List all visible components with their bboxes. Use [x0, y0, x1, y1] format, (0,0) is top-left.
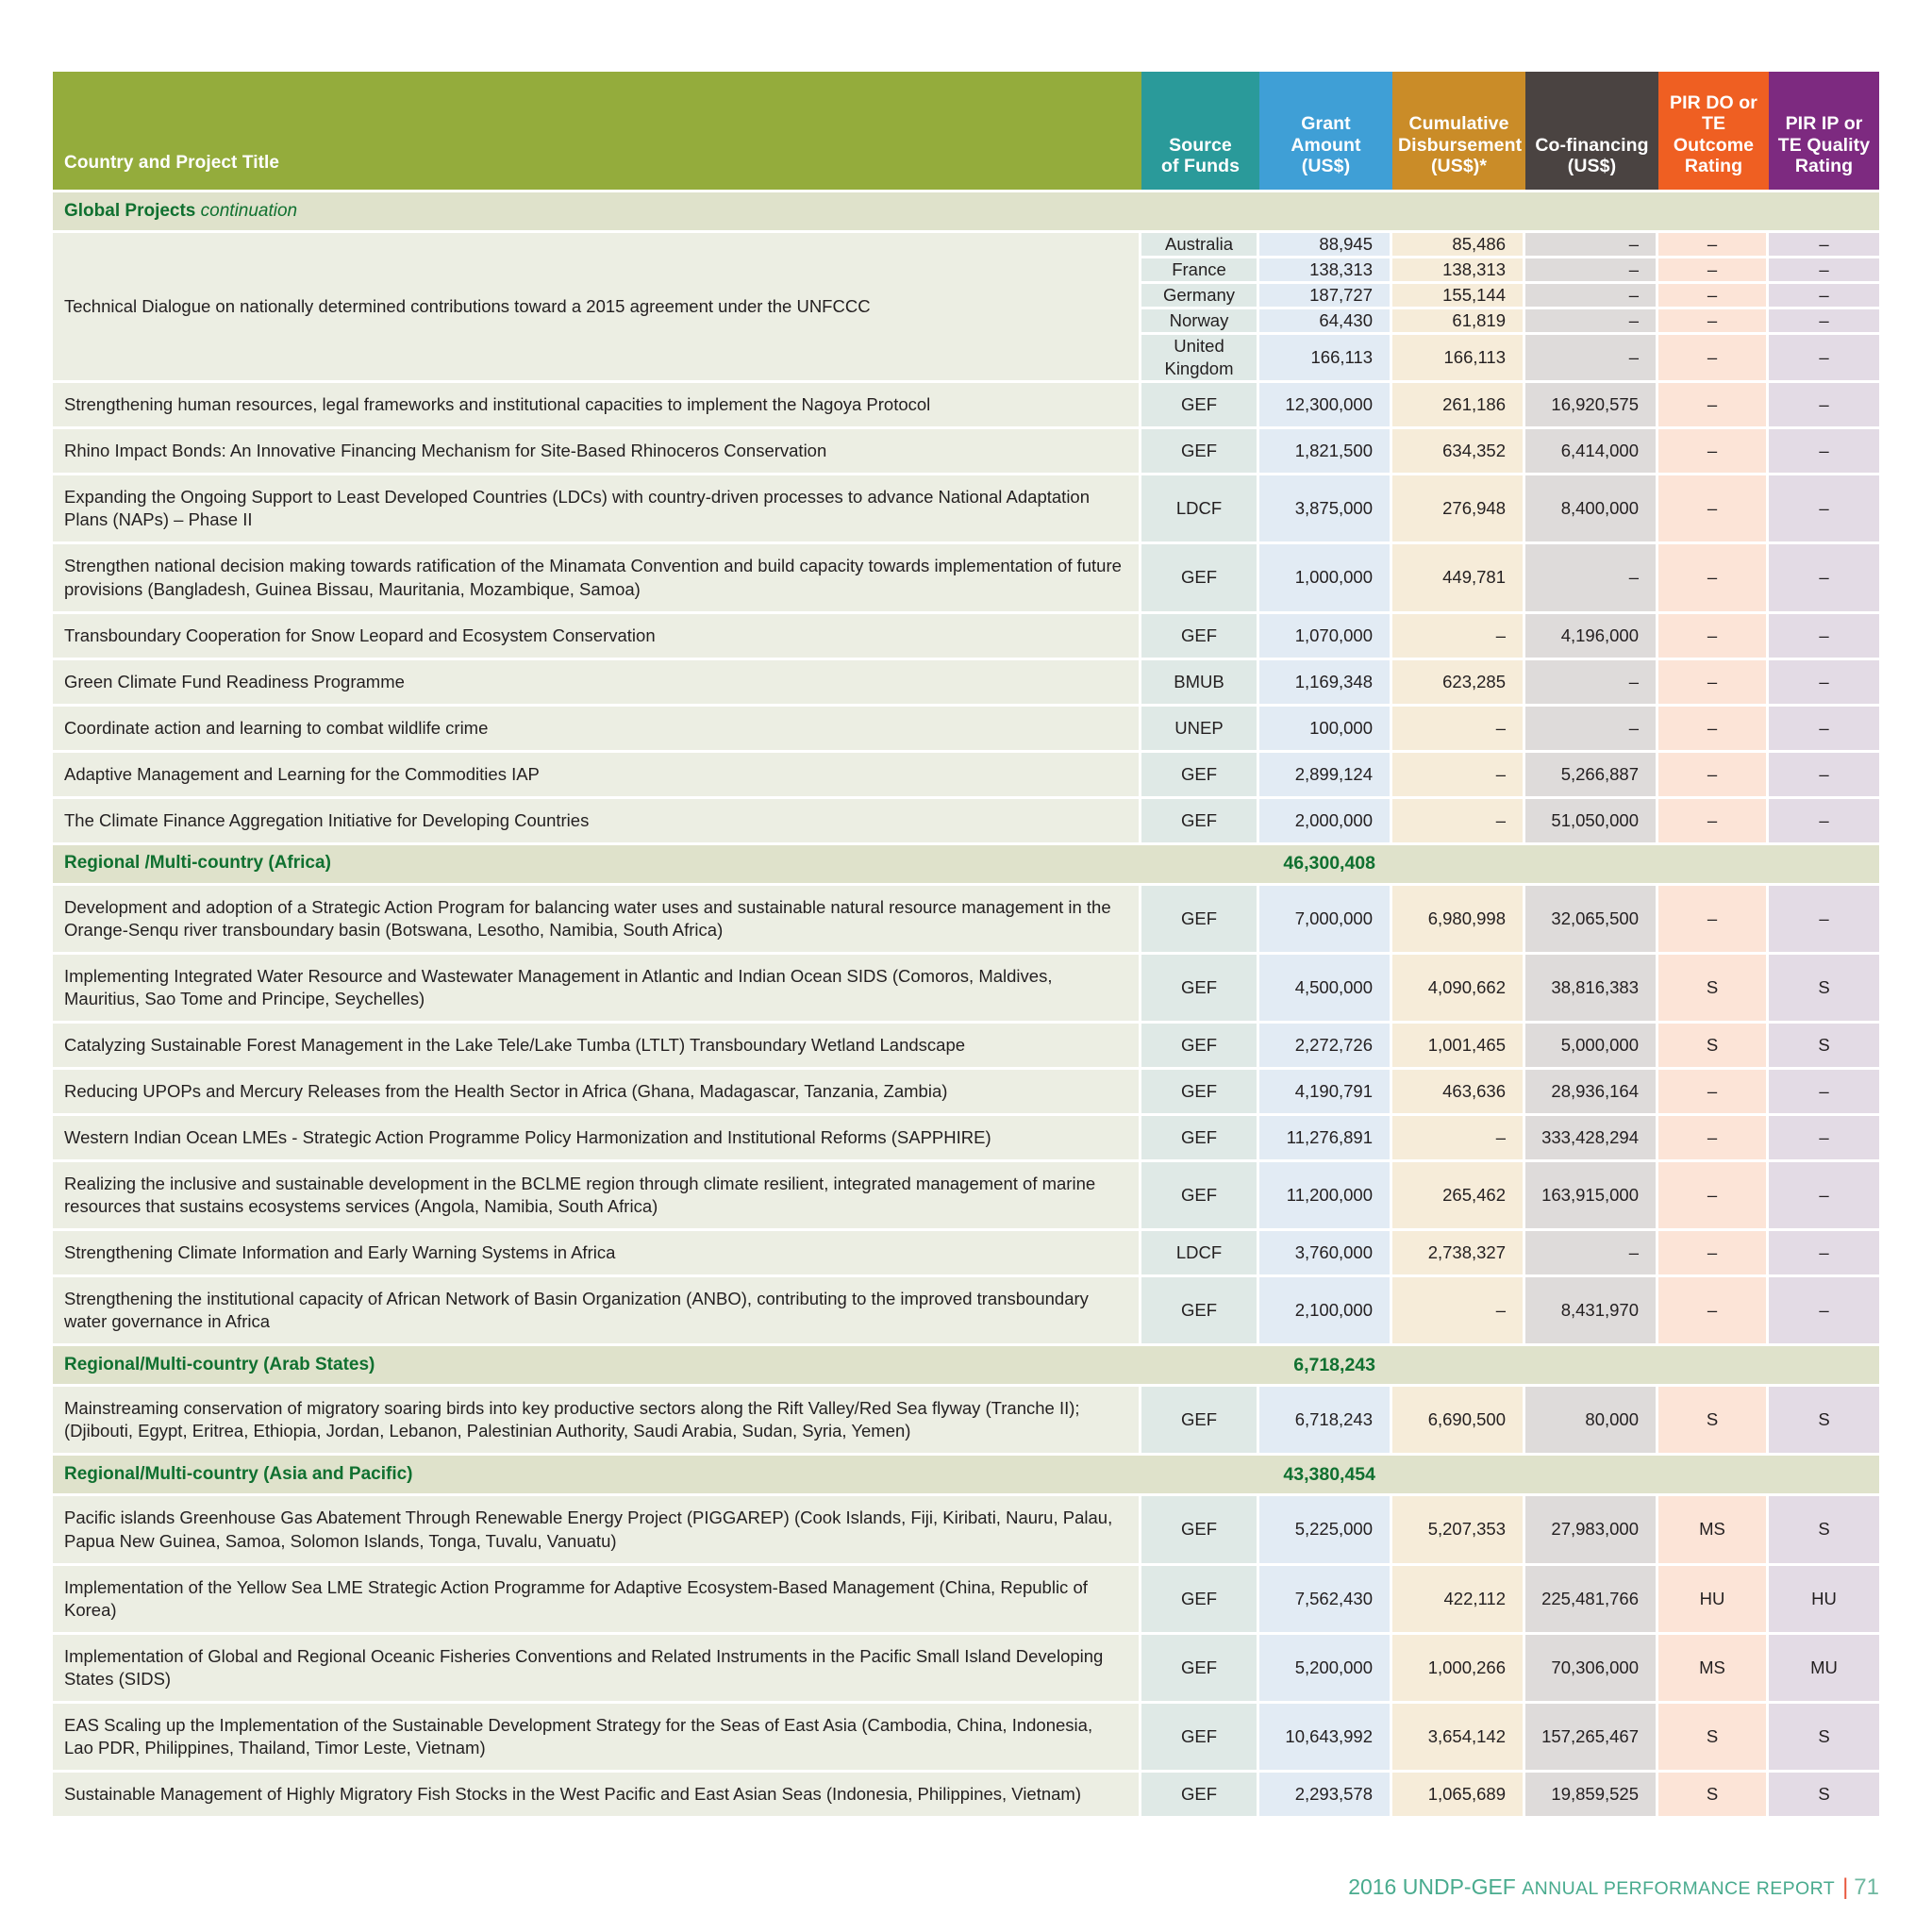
projects-table: [53, 72, 1879, 1819]
cell-pir-ip: –: [1769, 707, 1879, 753]
project-title: Mainstreaming conservation of migratory soaring birds into key productive sectors along the Rift Valley/Red Sea flyway (Tranche II); (Djibouti, Egypt, Eritrea, Ethiopia, Jordan, Lebanon, Palestinian Authority, Saudi Arabia, Sudan, Syria, Yemen): [53, 1387, 1141, 1456]
section-empty-cell: [1658, 1346, 1769, 1387]
cell-disbursement: 1,000,266: [1392, 1635, 1525, 1704]
cell-grant: 4,500,000: [1259, 955, 1392, 1024]
cell-source: GEF: [1141, 1773, 1259, 1819]
section-empty-cell: [1769, 1346, 1879, 1387]
cell-source: GEF: [1141, 429, 1259, 475]
project-title: EAS Scaling up the Implementation of the Sustainable Development Strategy for the Seas of East Asia (Cambodia, China, Indonesia, Lao PDR, Philippines, Thailand, Timor Leste, Vietnam): [53, 1704, 1141, 1773]
cell-source: GEF: [1141, 1162, 1259, 1231]
cell-grant: 64,430: [1259, 309, 1392, 335]
section-label: Regional/Multi-country (Arab States): [53, 1346, 1141, 1387]
table-row: [53, 1116, 1879, 1162]
column-header-title-label: Country and Project Title: [64, 153, 280, 174]
section-empty-cell: [1525, 845, 1658, 886]
cell-cofinancing: 333,428,294: [1525, 1116, 1658, 1162]
footer-page-number: 71: [1854, 1874, 1879, 1900]
cell-source: GEF: [1141, 799, 1259, 845]
cell-source: GEF: [1141, 886, 1259, 955]
cell-cofinancing: 16,920,575: [1525, 383, 1658, 429]
project-title: Green Climate Fund Readiness Programme: [53, 660, 1141, 707]
cell-disbursement: 623,285: [1392, 660, 1525, 707]
column-header-source-line1: Source: [1169, 134, 1232, 156]
column-header-cofinancing-line2: (US$): [1567, 155, 1617, 176]
cell-pir-ip: S: [1769, 1496, 1879, 1565]
cell-pir-do: S: [1658, 1773, 1769, 1819]
column-header-pir-do-line3: Rating: [1684, 155, 1743, 176]
project-title: Coordinate action and learning to combat wildlife crime: [53, 707, 1141, 753]
column-header-disbursement: [1392, 72, 1525, 190]
cell-source: GEF: [1141, 1070, 1259, 1116]
cell-source: GEF: [1141, 383, 1259, 429]
project-title: Development and adoption of a Strategic Action Program for balancing water uses and sustainable natural resource management in the Orange-Senqu river transboundary basin (Botswana, Lesotho, Namibia, South Africa): [53, 886, 1141, 955]
cell-pir-do: –: [1658, 429, 1769, 475]
cell-pir-ip: –: [1769, 1070, 1879, 1116]
cell-pir-ip: –: [1769, 429, 1879, 475]
cell-cofinancing: 19,859,525: [1525, 1773, 1658, 1819]
project-title: The Climate Finance Aggregation Initiative for Developing Countries: [53, 799, 1141, 845]
cell-pir-do: –: [1658, 1116, 1769, 1162]
header-row: [53, 72, 1879, 190]
cell-grant: 1,070,000: [1259, 614, 1392, 660]
column-header-grant-line2: Amount: [1291, 134, 1361, 156]
cell-pir-ip: –: [1769, 1231, 1879, 1277]
table-row: [53, 660, 1879, 707]
cell-pir-ip: –: [1769, 233, 1879, 258]
section-empty-cell: [1769, 845, 1879, 886]
page-footer: [1348, 1874, 1879, 1901]
project-title: Strengthen national decision making towards ratification of the Minamata Convention and build capacity towards implementation of future provisions (Bangladesh, Guinea Bissau, Mauritania, Mozambique, Samoa): [53, 544, 1141, 613]
cell-source: LDCF: [1141, 475, 1259, 544]
cell-disbursement: 155,144: [1392, 284, 1525, 309]
cell-grant: 3,760,000: [1259, 1231, 1392, 1277]
section-label-note: continuation: [195, 200, 298, 221]
cell-pir-ip: S: [1769, 1704, 1879, 1773]
section-empty-cell: [1658, 1456, 1769, 1496]
table-row: [53, 1635, 1879, 1704]
project-title: Reducing UPOPs and Mercury Releases from the Health Sector in Africa (Ghana, Madagascar, Tanzania, Zambia): [53, 1070, 1141, 1116]
project-title: Adaptive Management and Learning for the Commodities IAP: [53, 753, 1141, 799]
table-row: [53, 1704, 1879, 1773]
project-title: Strengthening the institutional capacity of African Network of Basin Organization (ANBO), contributing to the improved transboundary water governance in Africa: [53, 1277, 1141, 1346]
cell-disbursement: –: [1392, 614, 1525, 660]
table-row: [53, 799, 1879, 845]
cell-disbursement: –: [1392, 753, 1525, 799]
cell-cofinancing: 8,431,970: [1525, 1277, 1658, 1346]
project-title: Catalyzing Sustainable Forest Management in the Lake Tele/Lake Tumba (LTLT) Transboundary Wetland Landscape: [53, 1024, 1141, 1070]
cell-cofinancing: 38,816,383: [1525, 955, 1658, 1024]
cell-pir-do: –: [1658, 1070, 1769, 1116]
project-title: Technical Dialogue on nationally determined contributions toward a 2015 agreement under the UNFCCC: [53, 233, 1141, 383]
cell-pir-do: –: [1658, 660, 1769, 707]
project-title: Strengthening human resources, legal frameworks and institutional capacities to implement the Nagoya Protocol: [53, 383, 1141, 429]
table-row: [53, 383, 1879, 429]
cell-disbursement: 422,112: [1392, 1566, 1525, 1635]
cell-disbursement: 3,654,142: [1392, 1704, 1525, 1773]
cell-source: UNEP: [1141, 707, 1259, 753]
table-row: [53, 1162, 1879, 1231]
cell-source: United Kingdom: [1141, 335, 1259, 383]
cell-source: LDCF: [1141, 1231, 1259, 1277]
column-header-pir-do-line2: TE Outcome: [1673, 113, 1755, 156]
cell-grant: 5,225,000: [1259, 1496, 1392, 1565]
cell-pir-ip: –: [1769, 544, 1879, 613]
cell-grant: 3,875,000: [1259, 475, 1392, 544]
cell-grant: 1,000,000: [1259, 544, 1392, 613]
cell-pir-ip: –: [1769, 475, 1879, 544]
table-row: [53, 707, 1879, 753]
table-row: [53, 1277, 1879, 1346]
cell-disbursement: 6,690,500: [1392, 1387, 1525, 1456]
cell-disbursement: 1,001,465: [1392, 1024, 1525, 1070]
cell-cofinancing: –: [1525, 309, 1658, 335]
cell-grant: 11,200,000: [1259, 1162, 1392, 1231]
column-header-source: [1141, 72, 1259, 190]
footer-separator: |: [1842, 1874, 1849, 1900]
section-empty-cell: [1658, 192, 1769, 233]
cell-pir-do: –: [1658, 309, 1769, 335]
cell-grant: 1,821,500: [1259, 429, 1392, 475]
column-header-grant-line3: (US$): [1301, 155, 1351, 176]
cell-cofinancing: 8,400,000: [1525, 475, 1658, 544]
cell-cofinancing: 157,265,467: [1525, 1704, 1658, 1773]
column-header-grant: [1259, 72, 1392, 190]
cell-pir-do: –: [1658, 1231, 1769, 1277]
section-empty-cell: [1769, 1456, 1879, 1496]
cell-cofinancing: 4,196,000: [1525, 614, 1658, 660]
cell-grant: 5,200,000: [1259, 1635, 1392, 1704]
cell-pir-ip: –: [1769, 799, 1879, 845]
project-title: Strengthening Climate Information and Early Warning Systems in Africa: [53, 1231, 1141, 1277]
cell-pir-ip: –: [1769, 886, 1879, 955]
table-row: [53, 1566, 1879, 1635]
cell-pir-do: –: [1658, 233, 1769, 258]
cell-cofinancing: –: [1525, 284, 1658, 309]
cell-disbursement: 61,819: [1392, 309, 1525, 335]
cell-disbursement: 4,090,662: [1392, 955, 1525, 1024]
cell-pir-ip: S: [1769, 1773, 1879, 1819]
cell-pir-ip: –: [1769, 753, 1879, 799]
cell-disbursement: 265,462: [1392, 1162, 1525, 1231]
cell-grant: 6,718,243: [1259, 1387, 1392, 1456]
column-header-pir-do: [1658, 72, 1769, 190]
project-title: Realizing the inclusive and sustainable development in the BCLME region through climate resilient, integrated management of marine resources that sustains ecosystems services (Angola, Namibia, South Africa): [53, 1162, 1141, 1231]
column-header-pir-ip: [1769, 72, 1879, 190]
column-header-cofinancing: [1525, 72, 1658, 190]
section-source-cell: [1141, 845, 1259, 886]
cell-pir-do: –: [1658, 258, 1769, 284]
cell-source: GEF: [1141, 1024, 1259, 1070]
cell-cofinancing: –: [1525, 660, 1658, 707]
cell-source: GEF: [1141, 1277, 1259, 1346]
cell-pir-do: –: [1658, 886, 1769, 955]
cell-source: Norway: [1141, 309, 1259, 335]
cell-cofinancing: 6,414,000: [1525, 429, 1658, 475]
cell-grant: 2,293,578: [1259, 1773, 1392, 1819]
column-header-pir-ip-line1: PIR IP or: [1785, 113, 1863, 135]
section-empty-cell: [1392, 1456, 1525, 1496]
cell-disbursement: 463,636: [1392, 1070, 1525, 1116]
cell-source: GEF: [1141, 1704, 1259, 1773]
cell-grant: 11,276,891: [1259, 1116, 1392, 1162]
cell-pir-ip: –: [1769, 614, 1879, 660]
cell-cofinancing: 70,306,000: [1525, 1635, 1658, 1704]
table-header: [53, 72, 1879, 192]
project-title: Implementation of Global and Regional Oceanic Fisheries Conventions and Related Instruments in the Pacific Small Island Developing States (SIDS): [53, 1635, 1141, 1704]
cell-grant: 138,313: [1259, 258, 1392, 284]
column-header-disbursement-line1: Cumulative: [1408, 113, 1509, 135]
cell-source: France: [1141, 258, 1259, 284]
cell-grant: 10,643,992: [1259, 1704, 1392, 1773]
cell-grant: 100,000: [1259, 707, 1392, 753]
cell-pir-do: –: [1658, 1162, 1769, 1231]
cell-pir-ip: S: [1769, 1024, 1879, 1070]
cell-pir-do: MS: [1658, 1635, 1769, 1704]
cell-grant: 166,113: [1259, 335, 1392, 383]
table-row: [53, 886, 1879, 955]
cell-grant: 187,727: [1259, 284, 1392, 309]
cell-disbursement: 634,352: [1392, 429, 1525, 475]
cell-pir-do: –: [1658, 383, 1769, 429]
project-title: Implementation of the Yellow Sea LME Strategic Action Programme for Adaptive Ecosystem-Based Management (China, Republic of Korea): [53, 1566, 1141, 1635]
column-header-disbursement-line2: Disbursement: [1398, 134, 1523, 156]
section-header-row: [53, 845, 1879, 886]
cell-pir-do: –: [1658, 1277, 1769, 1346]
project-title: Transboundary Cooperation for Snow Leopard and Ecosystem Conservation: [53, 614, 1141, 660]
cell-disbursement: –: [1392, 1116, 1525, 1162]
cell-cofinancing: 225,481,766: [1525, 1566, 1658, 1635]
cell-grant: 2,272,726: [1259, 1024, 1392, 1070]
section-total: [1259, 192, 1392, 233]
cell-pir-do: S: [1658, 1387, 1769, 1456]
table-body: [53, 192, 1879, 1819]
section-label: Regional/Multi-country (Asia and Pacific): [53, 1456, 1141, 1496]
project-title: Expanding the Ongoing Support to Least Developed Countries (LDCs) with country-driven processes to advance National Adaptation Plans (NAPs) – Phase II: [53, 475, 1141, 544]
section-empty-cell: [1525, 1456, 1658, 1496]
cell-disbursement: 1,065,689: [1392, 1773, 1525, 1819]
cell-pir-do: –: [1658, 753, 1769, 799]
section-label: Global Projects continuation: [53, 192, 1141, 233]
cell-disbursement: 449,781: [1392, 544, 1525, 613]
cell-pir-ip: HU: [1769, 1566, 1879, 1635]
cell-grant: 88,945: [1259, 233, 1392, 258]
section-empty-cell: [1769, 192, 1879, 233]
cell-source: GEF: [1141, 1116, 1259, 1162]
cell-source: GEF: [1141, 614, 1259, 660]
cell-disbursement: –: [1392, 799, 1525, 845]
cell-cofinancing: –: [1525, 258, 1658, 284]
table-row: [53, 1070, 1879, 1116]
cell-grant: 4,190,791: [1259, 1070, 1392, 1116]
section-total: 6,718,243: [1259, 1346, 1392, 1387]
column-header-source-line2: of Funds: [1160, 155, 1241, 176]
cell-source: Australia: [1141, 233, 1259, 258]
project-title: Sustainable Management of Highly Migratory Fish Stocks in the West Pacific and East Asian Seas (Indonesia, Philippines, Vietnam): [53, 1773, 1141, 1819]
cell-pir-do: –: [1658, 284, 1769, 309]
table-row: [53, 429, 1879, 475]
cell-pir-do: –: [1658, 707, 1769, 753]
cell-disbursement: 5,207,353: [1392, 1496, 1525, 1565]
cell-source: GEF: [1141, 1635, 1259, 1704]
cell-pir-do: –: [1658, 335, 1769, 383]
table-row: [53, 1231, 1879, 1277]
section-empty-cell: [1525, 1346, 1658, 1387]
cell-source: BMUB: [1141, 660, 1259, 707]
section-source-cell: [1141, 192, 1259, 233]
cell-cofinancing: –: [1525, 707, 1658, 753]
cell-cofinancing: 27,983,000: [1525, 1496, 1658, 1565]
column-header-pir-do-line1: PIR DO or: [1670, 92, 1757, 114]
section-label: Regional /Multi-country (Africa): [53, 845, 1141, 886]
cell-disbursement: 2,738,327: [1392, 1231, 1525, 1277]
section-empty-cell: [1392, 192, 1525, 233]
cell-grant: 7,000,000: [1259, 886, 1392, 955]
cell-disbursement: 261,186: [1392, 383, 1525, 429]
table-row: [53, 614, 1879, 660]
cell-pir-do: –: [1658, 544, 1769, 613]
table-row: [53, 1773, 1879, 1819]
cell-source: GEF: [1141, 1566, 1259, 1635]
section-header-row: [53, 192, 1879, 233]
cell-pir-ip: –: [1769, 1116, 1879, 1162]
cell-disbursement: 85,486: [1392, 233, 1525, 258]
section-source-cell: [1141, 1346, 1259, 1387]
footer-year-org: 2016 UNDP-GEF: [1348, 1874, 1523, 1899]
section-total: 43,380,454: [1259, 1456, 1392, 1496]
cell-disbursement: –: [1392, 1277, 1525, 1346]
cell-grant: 2,000,000: [1259, 799, 1392, 845]
column-header-title: [53, 72, 1141, 190]
section-source-cell: [1141, 1456, 1259, 1496]
cell-source: GEF: [1141, 1496, 1259, 1565]
section-header-row: [53, 1456, 1879, 1496]
cell-pir-ip: –: [1769, 383, 1879, 429]
table-row: [53, 753, 1879, 799]
cell-cofinancing: 163,915,000: [1525, 1162, 1658, 1231]
cell-cofinancing: 5,000,000: [1525, 1024, 1658, 1070]
section-empty-cell: [1392, 845, 1525, 886]
cell-pir-ip: –: [1769, 284, 1879, 309]
column-header-cofinancing-line1: Co-financing: [1535, 134, 1649, 156]
cell-grant: 12,300,000: [1259, 383, 1392, 429]
cell-source: GEF: [1141, 544, 1259, 613]
project-title: Western Indian Ocean LMEs - Strategic Action Programme Policy Harmonization and Institutional Reforms (SAPPHIRE): [53, 1116, 1141, 1162]
cell-pir-do: MS: [1658, 1496, 1769, 1565]
table-row: [53, 1024, 1879, 1070]
cell-source: Germany: [1141, 284, 1259, 309]
section-total: 46,300,408: [1259, 845, 1392, 886]
table-row: [53, 233, 1879, 258]
cell-cofinancing: –: [1525, 335, 1658, 383]
cell-grant: 7,562,430: [1259, 1566, 1392, 1635]
cell-disbursement: 138,313: [1392, 258, 1525, 284]
cell-pir-ip: MU: [1769, 1635, 1879, 1704]
cell-pir-do: S: [1658, 955, 1769, 1024]
cell-disbursement: 6,980,998: [1392, 886, 1525, 955]
cell-source: GEF: [1141, 753, 1259, 799]
column-header-pir-ip-line3: Rating: [1794, 155, 1854, 176]
table-row: [53, 1387, 1879, 1456]
cell-pir-do: S: [1658, 1704, 1769, 1773]
cell-pir-ip: –: [1769, 309, 1879, 335]
cell-cofinancing: 5,266,887: [1525, 753, 1658, 799]
cell-pir-ip: S: [1769, 1387, 1879, 1456]
section-empty-cell: [1658, 845, 1769, 886]
column-header-pir-ip-line2: TE Quality: [1777, 134, 1871, 156]
section-header-row: [53, 1346, 1879, 1387]
table-row: [53, 955, 1879, 1024]
column-header-grant-line1: Grant: [1301, 113, 1351, 135]
cell-disbursement: 166,113: [1392, 335, 1525, 383]
table-row: [53, 1496, 1879, 1565]
project-title: Rhino Impact Bonds: An Innovative Financing Mechanism for Site-Based Rhinoceros Conservation: [53, 429, 1141, 475]
cell-pir-do: –: [1658, 475, 1769, 544]
project-title: Implementing Integrated Water Resource and Wastewater Management in Atlantic and Indian Ocean SIDS (Comoros, Maldives, Mauritius, Sao Tome and Principe, Seychelles): [53, 955, 1141, 1024]
footer-report-label: ANNUAL PERFORMANCE REPORT: [1522, 1878, 1836, 1899]
project-title: Pacific islands Greenhouse Gas Abatement Through Renewable Energy Project (PIGGAREP) (Cook Islands, Fiji, Kiribati, Nauru, Palau, Papua New Guinea, Samoa, Solomon Islands, Tonga, Tuvalu, Vanuatu): [53, 1496, 1141, 1565]
cell-source: GEF: [1141, 1387, 1259, 1456]
column-header-disbursement-line3: (US$)*: [1430, 155, 1488, 176]
table-row: [53, 544, 1879, 613]
table-row: [53, 475, 1879, 544]
cell-pir-ip: –: [1769, 1162, 1879, 1231]
cell-pir-ip: –: [1769, 335, 1879, 383]
cell-pir-do: HU: [1658, 1566, 1769, 1635]
cell-disbursement: –: [1392, 707, 1525, 753]
cell-disbursement: 276,948: [1392, 475, 1525, 544]
cell-pir-do: –: [1658, 614, 1769, 660]
cell-pir-ip: –: [1769, 660, 1879, 707]
cell-grant: 1,169,348: [1259, 660, 1392, 707]
cell-cofinancing: 32,065,500: [1525, 886, 1658, 955]
cell-pir-ip: S: [1769, 955, 1879, 1024]
cell-cofinancing: 51,050,000: [1525, 799, 1658, 845]
cell-pir-ip: –: [1769, 1277, 1879, 1346]
cell-pir-do: –: [1658, 799, 1769, 845]
cell-cofinancing: –: [1525, 544, 1658, 613]
section-empty-cell: [1525, 192, 1658, 233]
cell-pir-ip: –: [1769, 258, 1879, 284]
cell-cofinancing: –: [1525, 233, 1658, 258]
cell-source: GEF: [1141, 955, 1259, 1024]
cell-cofinancing: –: [1525, 1231, 1658, 1277]
cell-pir-do: S: [1658, 1024, 1769, 1070]
cell-cofinancing: 28,936,164: [1525, 1070, 1658, 1116]
cell-grant: 2,899,124: [1259, 753, 1392, 799]
section-empty-cell: [1392, 1346, 1525, 1387]
cell-grant: 2,100,000: [1259, 1277, 1392, 1346]
cell-cofinancing: 80,000: [1525, 1387, 1658, 1456]
